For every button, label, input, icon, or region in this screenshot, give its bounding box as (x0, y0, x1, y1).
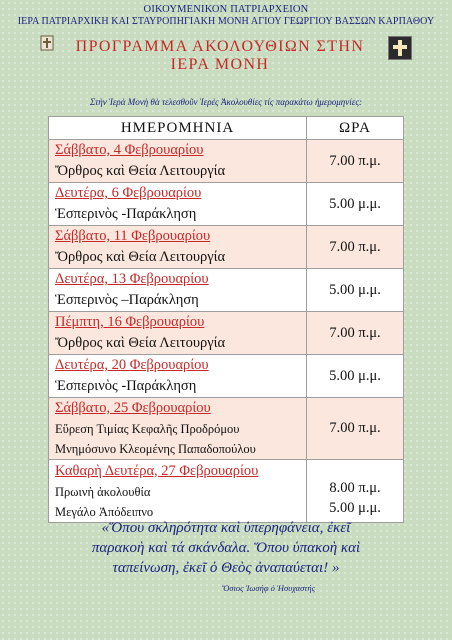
date-cell (49, 269, 307, 312)
date-cell (49, 226, 307, 269)
time-cell (307, 460, 404, 523)
services-table (48, 116, 404, 523)
service-name: Ἑσπερινὸς -Παράκληση (55, 206, 197, 222)
service-name: Ὄρθρος καὶ Θεία Λειτουργία (55, 335, 226, 351)
monastery-heading: ΙΕΡΑ ΠΑΤΡΙΑΡΧΙΚΗ ΚΑΙ ΣΤΑΥΡΟΠΗΓΙΑΚΗ ΜΟΝΗ ΑΓΙΟΥ ΓΕΩΡΓΙΟΥ ΒΑΣΣΩΝ ΚΑΡΠΑΘΟΥ (17, 16, 435, 27)
time-cell: 5.00 μ.μ. (307, 355, 404, 398)
table-row (49, 460, 404, 523)
date-cell (49, 183, 307, 226)
service-name: Ὄρθρος καὶ Θεία Λειτουργία (55, 163, 226, 179)
column-header-time: ΩΡΑ (307, 117, 404, 140)
title-row (0, 34, 452, 73)
service-name: Μνημόσυνο Κλεομένης Παπαδοπούλου (55, 442, 256, 456)
time-cell: 7.00 π.μ. (307, 398, 404, 460)
table-row (49, 355, 404, 398)
time-value: 5.00 μ.μ. (329, 500, 381, 516)
orthodox-cross-icon (388, 36, 412, 60)
time-cell: 7.00 π.μ. (307, 312, 404, 355)
date-cell (49, 140, 307, 183)
service-date: Σάββατο, 25 Φεβρουαρίου (55, 400, 211, 416)
time-cell: 7.00 π.μ. (307, 140, 404, 183)
table-row (49, 398, 404, 460)
date-cell (49, 312, 307, 355)
monastery-emblem-icon (39, 34, 55, 52)
quote-line: παρακοὴ καὶ τά σκάνδαλα. Ὅπου ὑπακοὴ καὶ (91, 540, 361, 556)
date-cell (49, 460, 307, 523)
service-date: Σάββατο, 11 Φεβρουαρίου (55, 228, 211, 244)
table-row (49, 312, 404, 355)
date-cell (49, 398, 307, 460)
service-name: Πρωινὴ ἀκολουθία (55, 484, 151, 499)
table-row (49, 226, 404, 269)
table-row (49, 269, 404, 312)
page-title: ΠΡΟΓΡΑΜΜΑ ΑΚΟΛΟΥΘΙΩΝ ΣΤΗΝ ΙΕΡΑ ΜΟΝΗ (75, 38, 365, 73)
service-date: Δευτέρα, 20 Φεβρουαρίου (55, 357, 209, 373)
service-date: Σάββατο, 4 Φεβρουαρίου (55, 142, 204, 158)
service-name: Εὕρεση Τιμίας Κεφαλῆς Προδρόμου (55, 422, 240, 436)
service-date: Καθαρὴ Δευτέρα, 27 Φεβρουαρίου (55, 462, 259, 479)
quote-author: Ὅσιος Ἰωσὴφ ὁ Ἡσυχαστής (222, 583, 316, 593)
column-header-date: ΗΜΕΡΟΜΗΝΙΑ (49, 117, 307, 140)
date-cell (49, 355, 307, 398)
time-cell: 5.00 μ.μ. (307, 269, 404, 312)
quote-line: «Ὅπου σκληρότητα καὶ ὑπερηφάνεια, ἐκεῖ (101, 520, 351, 536)
service-date: Πέμπτη, 16 Φεβρουαρίου (55, 314, 205, 330)
patriarchate-heading: ΟΙΚΟΥΜΕΝΙΚΟΝ ΠΑΤΡΙΑΡΧΕΙΟΝ (143, 4, 309, 15)
time-cell: 7.00 π.μ. (307, 226, 404, 269)
service-name: Ἑσπερινὸς –Παράκληση (55, 292, 199, 308)
service-date: Δευτέρα, 6 Φεβρουαρίου (55, 185, 202, 201)
service-name: Μεγάλο Ἀπόδειπνο (55, 504, 154, 519)
table-header-row (49, 117, 404, 140)
service-date: Δευτέρα, 13 Φεβρουαρίου (55, 271, 209, 287)
quote-line: ταπείνωση, ἐκεῖ ὁ Θεὸς ἀναπαύεται! » (112, 560, 340, 576)
intro-text: Στὴν Ἱερὰ Μονὴ θὰ τελεσθοῦν Ἱερὲς Ἀκολουθίες τίς παρακάτω ἡμερομηνίες: (90, 97, 362, 107)
table-row (49, 140, 404, 183)
service-name: Ὄρθρος καὶ Θεία Λειτουργία (55, 249, 226, 265)
table-row (49, 183, 404, 226)
time-cell: 5.00 μ.μ. (307, 183, 404, 226)
service-name: Ἑσπερινὸς -Παράκληση (55, 378, 197, 394)
time-value: 8.00 π.μ. (329, 480, 381, 496)
quote-block (0, 518, 452, 578)
